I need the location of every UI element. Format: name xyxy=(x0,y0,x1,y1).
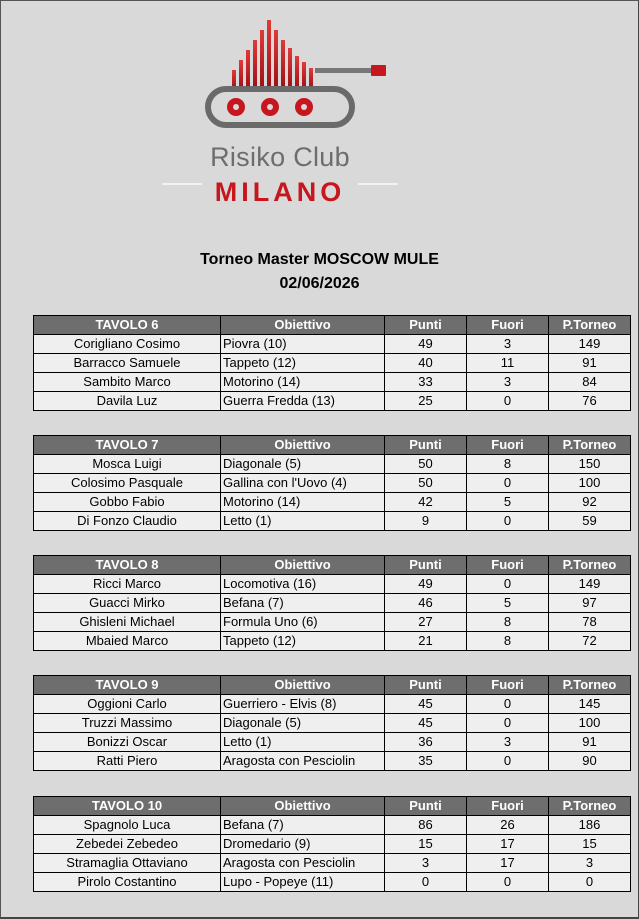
player-name: Pirolo Costantino xyxy=(34,873,221,892)
table-tavolo xyxy=(33,796,631,892)
column-header: Obiettivo xyxy=(221,797,385,816)
objective-cell: Befana (7) xyxy=(221,816,385,835)
objective-cell: Guerriero - Elvis (8) xyxy=(221,695,385,714)
objective-cell: Motorino (14) xyxy=(221,373,385,392)
ptorneo-cell: 186 xyxy=(549,816,631,835)
objective-cell: Formula Uno (6) xyxy=(221,613,385,632)
table-tavolo xyxy=(33,555,631,651)
table-header-row xyxy=(34,676,631,695)
club-logo xyxy=(160,12,400,207)
table-header-row xyxy=(34,316,631,335)
table-label: TAVOLO 10 xyxy=(34,797,221,816)
fuori-cell: 0 xyxy=(467,392,549,411)
punti-cell: 86 xyxy=(385,816,467,835)
column-header: Fuori xyxy=(467,316,549,335)
column-header: P.Torneo xyxy=(549,316,631,335)
player-name: Stramaglia Ottaviano xyxy=(34,854,221,873)
ptorneo-cell: 84 xyxy=(549,373,631,392)
column-header: Obiettivo xyxy=(221,316,385,335)
ptorneo-cell: 72 xyxy=(549,632,631,651)
punti-cell: 0 xyxy=(385,873,467,892)
player-name: Gobbo Fabio xyxy=(34,493,221,512)
objective-cell: Tappeto (12) xyxy=(221,632,385,651)
table-row xyxy=(34,854,631,873)
punti-cell: 50 xyxy=(385,474,467,493)
column-header: Fuori xyxy=(467,436,549,455)
table-row xyxy=(34,835,631,854)
table-row xyxy=(34,752,631,771)
fuori-cell: 17 xyxy=(467,835,549,854)
table-header-row xyxy=(34,436,631,455)
fuori-cell: 0 xyxy=(467,512,549,531)
objective-cell: Dromedario (9) xyxy=(221,835,385,854)
column-header: Punti xyxy=(385,797,467,816)
table-row xyxy=(34,695,631,714)
ptorneo-cell: 76 xyxy=(549,392,631,411)
table-row xyxy=(34,733,631,752)
ptorneo-cell: 145 xyxy=(549,695,631,714)
player-name: Mosca Luigi xyxy=(34,455,221,474)
player-name: Di Fonzo Claudio xyxy=(34,512,221,531)
ptorneo-cell: 3 xyxy=(549,854,631,873)
objective-cell: Aragosta con Pesciolin xyxy=(221,752,385,771)
table-row xyxy=(34,714,631,733)
column-header: Obiettivo xyxy=(221,556,385,575)
player-name: Sambito Marco xyxy=(34,373,221,392)
objective-cell: Diagonale (5) xyxy=(221,455,385,474)
player-name: Ratti Piero xyxy=(34,752,221,771)
table-row xyxy=(34,594,631,613)
punti-cell: 46 xyxy=(385,594,467,613)
column-header: P.Torneo xyxy=(549,556,631,575)
ptorneo-cell: 78 xyxy=(549,613,631,632)
objective-cell: Locomotiva (16) xyxy=(221,575,385,594)
fuori-cell: 3 xyxy=(467,733,549,752)
column-header: Obiettivo xyxy=(221,676,385,695)
ptorneo-cell: 92 xyxy=(549,493,631,512)
column-header: P.Torneo xyxy=(549,676,631,695)
punti-cell: 9 xyxy=(385,512,467,531)
fuori-cell: 8 xyxy=(467,613,549,632)
table-row xyxy=(34,493,631,512)
objective-cell: Lupo - Popeye (11) xyxy=(221,873,385,892)
objective-cell: Piovra (10) xyxy=(221,335,385,354)
objective-cell: Gallina con l'Uovo (4) xyxy=(221,474,385,493)
table-label: TAVOLO 8 xyxy=(34,556,221,575)
fuori-cell: 0 xyxy=(467,575,549,594)
ptorneo-cell: 149 xyxy=(549,335,631,354)
column-header: Fuori xyxy=(467,676,549,695)
column-header: Fuori xyxy=(467,556,549,575)
player-name: Spagnolo Luca xyxy=(34,816,221,835)
ptorneo-cell: 91 xyxy=(549,733,631,752)
table-row xyxy=(34,512,631,531)
player-name: Zebedei Zebedeo xyxy=(34,835,221,854)
fuori-cell: 3 xyxy=(467,373,549,392)
ptorneo-cell: 15 xyxy=(549,835,631,854)
table-label: TAVOLO 7 xyxy=(34,436,221,455)
table-row xyxy=(34,575,631,594)
ptorneo-cell: 90 xyxy=(549,752,631,771)
table-tavolo xyxy=(33,435,631,531)
ptorneo-cell: 97 xyxy=(549,594,631,613)
table-tavolo xyxy=(33,675,631,771)
fuori-cell: 5 xyxy=(467,594,549,613)
column-header: P.Torneo xyxy=(549,797,631,816)
objective-cell: Letto (1) xyxy=(221,512,385,531)
fuori-cell: 0 xyxy=(467,752,549,771)
punti-cell: 45 xyxy=(385,695,467,714)
punti-cell: 27 xyxy=(385,613,467,632)
column-header: Punti xyxy=(385,556,467,575)
brand-name: Risiko Club xyxy=(210,142,350,172)
punti-cell: 21 xyxy=(385,632,467,651)
fuori-cell: 0 xyxy=(467,474,549,493)
column-header: Punti xyxy=(385,436,467,455)
fuori-cell: 8 xyxy=(467,632,549,651)
punti-cell: 40 xyxy=(385,354,467,373)
table-tavolo xyxy=(33,315,631,411)
table-row xyxy=(34,373,631,392)
fuori-cell: 8 xyxy=(467,455,549,474)
punti-cell: 33 xyxy=(385,373,467,392)
fuori-cell: 11 xyxy=(467,354,549,373)
event-date: 02/06/2026 xyxy=(279,275,360,292)
ptorneo-cell: 100 xyxy=(549,714,631,733)
event-title: Torneo Master MOSCOW MULE xyxy=(200,251,439,268)
player-name: Mbaied Marco xyxy=(34,632,221,651)
table-label: TAVOLO 6 xyxy=(34,316,221,335)
brand-city: MILANO xyxy=(214,177,346,207)
table-row xyxy=(34,455,631,474)
table-row xyxy=(34,392,631,411)
punti-cell: 50 xyxy=(385,455,467,474)
table-header-row xyxy=(34,797,631,816)
fuori-cell: 0 xyxy=(467,873,549,892)
objective-cell: Befana (7) xyxy=(221,594,385,613)
ptorneo-cell: 91 xyxy=(549,354,631,373)
column-header: Obiettivo xyxy=(221,436,385,455)
table-row xyxy=(34,613,631,632)
punti-cell: 15 xyxy=(385,835,467,854)
tank-icon xyxy=(160,12,400,142)
player-name: Corigliano Cosimo xyxy=(34,335,221,354)
player-name: Oggioni Carlo xyxy=(34,695,221,714)
ptorneo-cell: 0 xyxy=(549,873,631,892)
player-name: Davila Luz xyxy=(34,392,221,411)
player-name: Ricci Marco xyxy=(34,575,221,594)
table-row xyxy=(34,335,631,354)
fuori-cell: 0 xyxy=(467,714,549,733)
player-name: Guacci Mirko xyxy=(34,594,221,613)
objective-cell: Motorino (14) xyxy=(221,493,385,512)
objective-cell: Tappeto (12) xyxy=(221,354,385,373)
punti-cell: 49 xyxy=(385,575,467,594)
table-row xyxy=(34,354,631,373)
punti-cell: 36 xyxy=(385,733,467,752)
table-row xyxy=(34,873,631,892)
player-name: Colosimo Pasquale xyxy=(34,474,221,493)
ptorneo-cell: 149 xyxy=(549,575,631,594)
punti-cell: 35 xyxy=(385,752,467,771)
player-name: Barracco Samuele xyxy=(34,354,221,373)
player-name: Bonizzi Oscar xyxy=(34,733,221,752)
fuori-cell: 5 xyxy=(467,493,549,512)
objective-cell: Diagonale (5) xyxy=(221,714,385,733)
table-label: TAVOLO 9 xyxy=(34,676,221,695)
objective-cell: Letto (1) xyxy=(221,733,385,752)
table-row xyxy=(34,816,631,835)
objective-cell: Aragosta con Pesciolin xyxy=(221,854,385,873)
punti-cell: 25 xyxy=(385,392,467,411)
punti-cell: 45 xyxy=(385,714,467,733)
table-row xyxy=(34,474,631,493)
player-name: Truzzi Massimo xyxy=(34,714,221,733)
column-header: P.Torneo xyxy=(549,436,631,455)
player-name: Ghisleni Michael xyxy=(34,613,221,632)
fuori-cell: 3 xyxy=(467,335,549,354)
punti-cell: 3 xyxy=(385,854,467,873)
punti-cell: 49 xyxy=(385,335,467,354)
fuori-cell: 17 xyxy=(467,854,549,873)
column-header: Punti xyxy=(385,676,467,695)
table-header-row xyxy=(34,556,631,575)
ptorneo-cell: 100 xyxy=(549,474,631,493)
table-row xyxy=(34,632,631,651)
fuori-cell: 26 xyxy=(467,816,549,835)
column-header: Fuori xyxy=(467,797,549,816)
objective-cell: Guerra Fredda (13) xyxy=(221,392,385,411)
column-header: Punti xyxy=(385,316,467,335)
fuori-cell: 0 xyxy=(467,695,549,714)
ptorneo-cell: 150 xyxy=(549,455,631,474)
punti-cell: 42 xyxy=(385,493,467,512)
ptorneo-cell: 59 xyxy=(549,512,631,531)
